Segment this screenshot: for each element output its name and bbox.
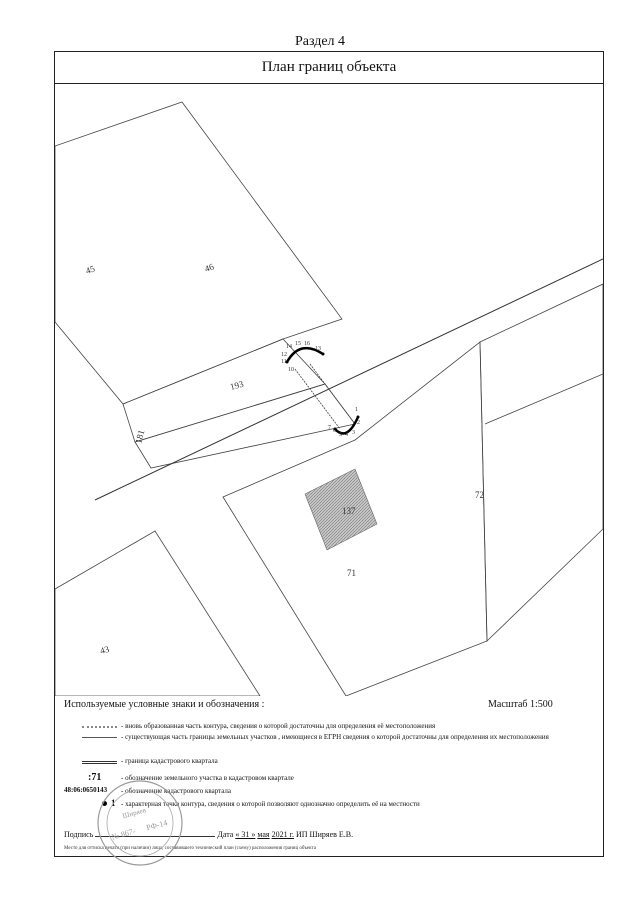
point-label: 4 <box>345 432 348 438</box>
parcel-45-46-outline <box>55 102 342 404</box>
stamp-text-id: РФ-14 <box>145 818 169 833</box>
point-label: 14 <box>286 344 292 350</box>
date-year: 2021 г. <box>271 830 294 839</box>
parcel-193-outline <box>123 339 325 442</box>
point-label: 11 <box>281 359 287 365</box>
legend-item-parcel: - обозначение земельного участка в кадастровом квартале <box>121 774 294 782</box>
legend-item-new-contour: - вновь образованная часть контура, сведения о которой достаточны для определения её местоположения <box>121 722 436 730</box>
parcel-label-46: 46 <box>203 261 216 274</box>
seal-stamp <box>95 778 185 868</box>
parcel-43-outline <box>55 531 260 696</box>
legend-symbol-quarter: 48:06:0650143 <box>64 786 108 794</box>
boundary-line <box>485 374 603 424</box>
legend-symbol-point: 1 <box>111 798 116 808</box>
parcel-label-181: 181 <box>133 428 147 445</box>
quarter-boundary-line <box>95 259 603 500</box>
point-label: 2 <box>357 420 360 426</box>
point-label: 6 <box>333 428 336 434</box>
legend-symbol-quarter-border <box>82 761 117 764</box>
point-label: 5 <box>339 432 342 438</box>
point-label: 16 <box>304 341 310 347</box>
point-label: 12 <box>281 352 287 358</box>
legend-item-point: - характерная точка контура, сведения о которой позволяют однозначно определить её на местности <box>121 800 420 808</box>
corridor-line <box>310 364 355 424</box>
legend-title: Используемые условные знаки и обозначения : <box>64 699 265 710</box>
point-label: 15 <box>295 341 301 347</box>
date-month: мая <box>257 830 270 839</box>
boundary-map <box>55 84 603 696</box>
date-label: Дата <box>217 830 234 839</box>
parcel-label-72: 72 <box>475 490 484 500</box>
parcel-72-outline <box>480 284 603 641</box>
point-label: 13 <box>315 346 321 352</box>
parcel-181-outline <box>135 384 355 468</box>
characteristic-points <box>286 353 360 431</box>
point-label: 1 <box>355 407 358 413</box>
building-137 <box>305 469 377 550</box>
signature-label: Подпись <box>64 830 94 839</box>
point-label: 3 <box>352 430 355 436</box>
point-label: 7 <box>328 425 331 431</box>
point-label: 10 <box>288 367 294 373</box>
stamp-footnote: Место для оттиска печати (при наличии) лица, составившего технический план (схему) расположения границ объекта <box>64 846 316 851</box>
parcel-label-71: 71 <box>347 568 356 578</box>
section-title: Раздел 4 <box>294 34 346 49</box>
parcel-label-193: 193 <box>228 378 245 392</box>
parcel-label-45: 45 <box>84 263 97 276</box>
stamp-text-top: Ширяев <box>121 806 147 821</box>
signer-name: ИП Ширяев Е.В. <box>295 830 354 839</box>
scale-label: Масштаб 1:500 <box>488 699 553 710</box>
parcel-label-43: 43 <box>98 643 111 656</box>
legend-item-quarter-border: - граница кадастрового квартала <box>121 757 218 765</box>
legend-symbol-parcel: :71 <box>88 772 102 783</box>
legend-symbol-existing-border <box>82 737 117 738</box>
building-label: 137 <box>342 506 356 516</box>
corridor-line <box>295 369 340 429</box>
legend-symbol-new-contour <box>82 726 117 728</box>
date-day: « 31 » <box>235 830 256 839</box>
stamp-text-number: № 867- <box>110 826 137 842</box>
plan-title: План границ объекта <box>54 51 604 84</box>
legend-item-existing-border: - существующая часть границы земельных участков , имеющиеся в ЕГРН сведения о которой достаточны для определения их местоположения <box>121 733 549 741</box>
legend-item-quarter: - обозначение кадастрового квартала <box>121 787 232 795</box>
